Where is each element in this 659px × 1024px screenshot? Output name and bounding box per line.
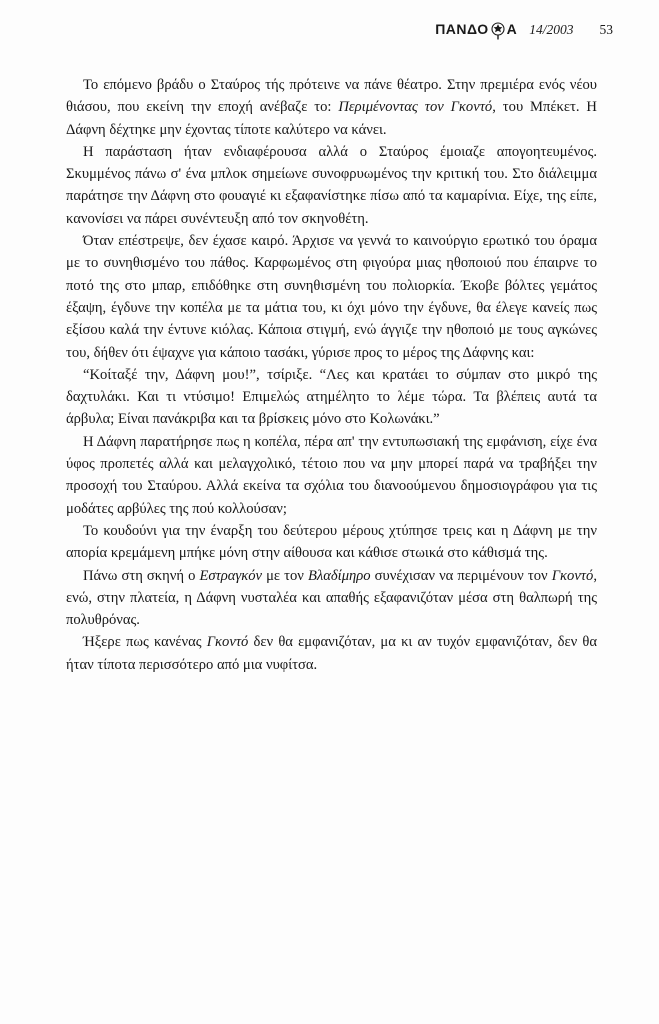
paragraph-4 [66, 364, 597, 431]
paragraph-text: Η παράσταση ήταν ενδιαφέρουσα αλλά ο Σταύρος έμοιαζε απογοητευμένος. Σκυμμένος πάνω σ' ένα μπλοκ σημείωνε συνοφρυωμένος την κριτική του. Στο διάλειμμα παράτησε την Δάφνη στο φουαγιέ κι εξαφανίστηκε πίσω από τα καμαρίνια. Είχε, της είπε, κανονίσει να πάρει συνέντευξη από τον σκηνοθέτη. [66, 143, 597, 227]
paragraph-text: Το επόμενο βράδυ ο Σταύρος τής πρότεινε να πάνε θέατρο. Στην πρεμιέρα ενός νέου θιάσου, που εκείνη την εποχή ανέβαζε το: [66, 77, 597, 116]
paragraph-6 [66, 520, 597, 565]
paragraph-2 [66, 141, 597, 230]
paragraph-text: συνέχισαν να περιμένουν τον [370, 567, 552, 584]
paragraph-text: με τον [262, 567, 308, 584]
paragraph-3 [66, 230, 597, 364]
issue-number: 14/2003 [529, 22, 574, 37]
paragraph-5 [66, 431, 597, 520]
paragraph-text: Το κουδούνι για την έναρξη του δεύτερου μέρους χτύπησε τρεις και η Δάφνη με την απορία κρεμάμενη μπήκε μόνη στην αίθουσα και κάθισε στωικά στο κάθισμά της. [66, 522, 597, 562]
paragraph-text: “Κοίταξέ την, Δάφνη μου!”, τσίριξε. “Λες και κρατάει το σύμπαν στο μικρό της δαχτυλάκι. Και τι ντύσιμο! Επιμελώς ατημέλητο το λέμε τώρα. Τα βλέπεις αυτά τα άρβυλα; Είναι πανάκριβα και τα βρίσκεις μόνο στο Κολωνάκι.” [66, 366, 597, 428]
page-number: 53 [599, 22, 613, 37]
paragraph-7 [66, 565, 597, 632]
italic-title-text: Γκοντό [551, 567, 594, 584]
journal-title [435, 20, 517, 38]
journal-title-end: Α [506, 21, 518, 37]
italic-title-text: Γκοντό [206, 634, 249, 651]
paragraph-8 [66, 631, 597, 676]
italic-title-text: Βλαδίμηρο [307, 567, 371, 584]
paragraph-text: Πάνω στη σκηνή ο [83, 567, 200, 584]
italic-title-text: Περιμένοντας τον Γκοντό [338, 99, 493, 116]
paragraph-text: , ενώ, στην πλατεία, η Δάφνη νυσταλέα και απαθής εξαφανιζόταν μέσα στη θαλπωρή της πολυθρόνας. [66, 567, 597, 629]
paragraph-1 [66, 74, 597, 141]
paragraph-text: Όταν επέστρεψε, δεν έχασε καιρό. Άρχισε να γεννά το καινούργιο ερωτικό του όραμα με το συνηθισμένο του πάθος. Καρφωμένος στη φιγούρα μιας ηθοποιού που έπαιρνε το ποτό της στο μπαρ, επιδόθηκε στη συνηθισμένη του πολιορκία. Έκοβε βόλτες γεμάτος έξαψη, έγδυνε την κοπέλα με τα μάτια του, κι όχι μόνο την έγδυνε, θα έλεγε κανείς πως εξίσου καλά την έντυνε κιόλας. Κάποια στιγμή, ενώ άγγιζε την ηθοποιό με τους αγκώνες του, δήθεν ότι έψαχνε για κάποιο τασάκι, γύρισε προς το μέρος της Δάφνης και: [66, 233, 597, 361]
journal-title-start: ΠΑΝΔΟ [435, 21, 489, 37]
running-header [435, 20, 613, 38]
italic-title-text: Εστραγκόν [199, 567, 262, 584]
paragraph-text: Ήξερε πως κανένας [83, 634, 207, 651]
article-body [66, 74, 597, 676]
paragraph-text: δεν θα εμφανιζόταν, μα κι αν τυχόν εμφανιζόταν, δεν θα ήταν τίποτα περισσότερο από μια νυφίτσα. [66, 634, 597, 673]
paragraph-text: , του Μπέκετ. Η Δάφνη δέχτηκε μην έχοντας τίποτε καλύτερο να κάνει. [66, 99, 597, 138]
pandora-logo-icon [490, 22, 506, 40]
paragraph-text: Η Δάφνη παρατήρησε πως η κοπέλα, πέρα απ' την εντυπωσιακή της εμφάνιση, είχε ένα ύφος προπετές αλλά και μελαγχολικό, τέτοιο που να μην μπορεί παρά να τραβήξει την προσοχή του Σταύρου. Αλλά εκείνα τα σχόλια του διανοούμενου δημοσιογράφου για τις μοδάτες αρβύλες της πού κολλούσαν; [66, 433, 597, 517]
